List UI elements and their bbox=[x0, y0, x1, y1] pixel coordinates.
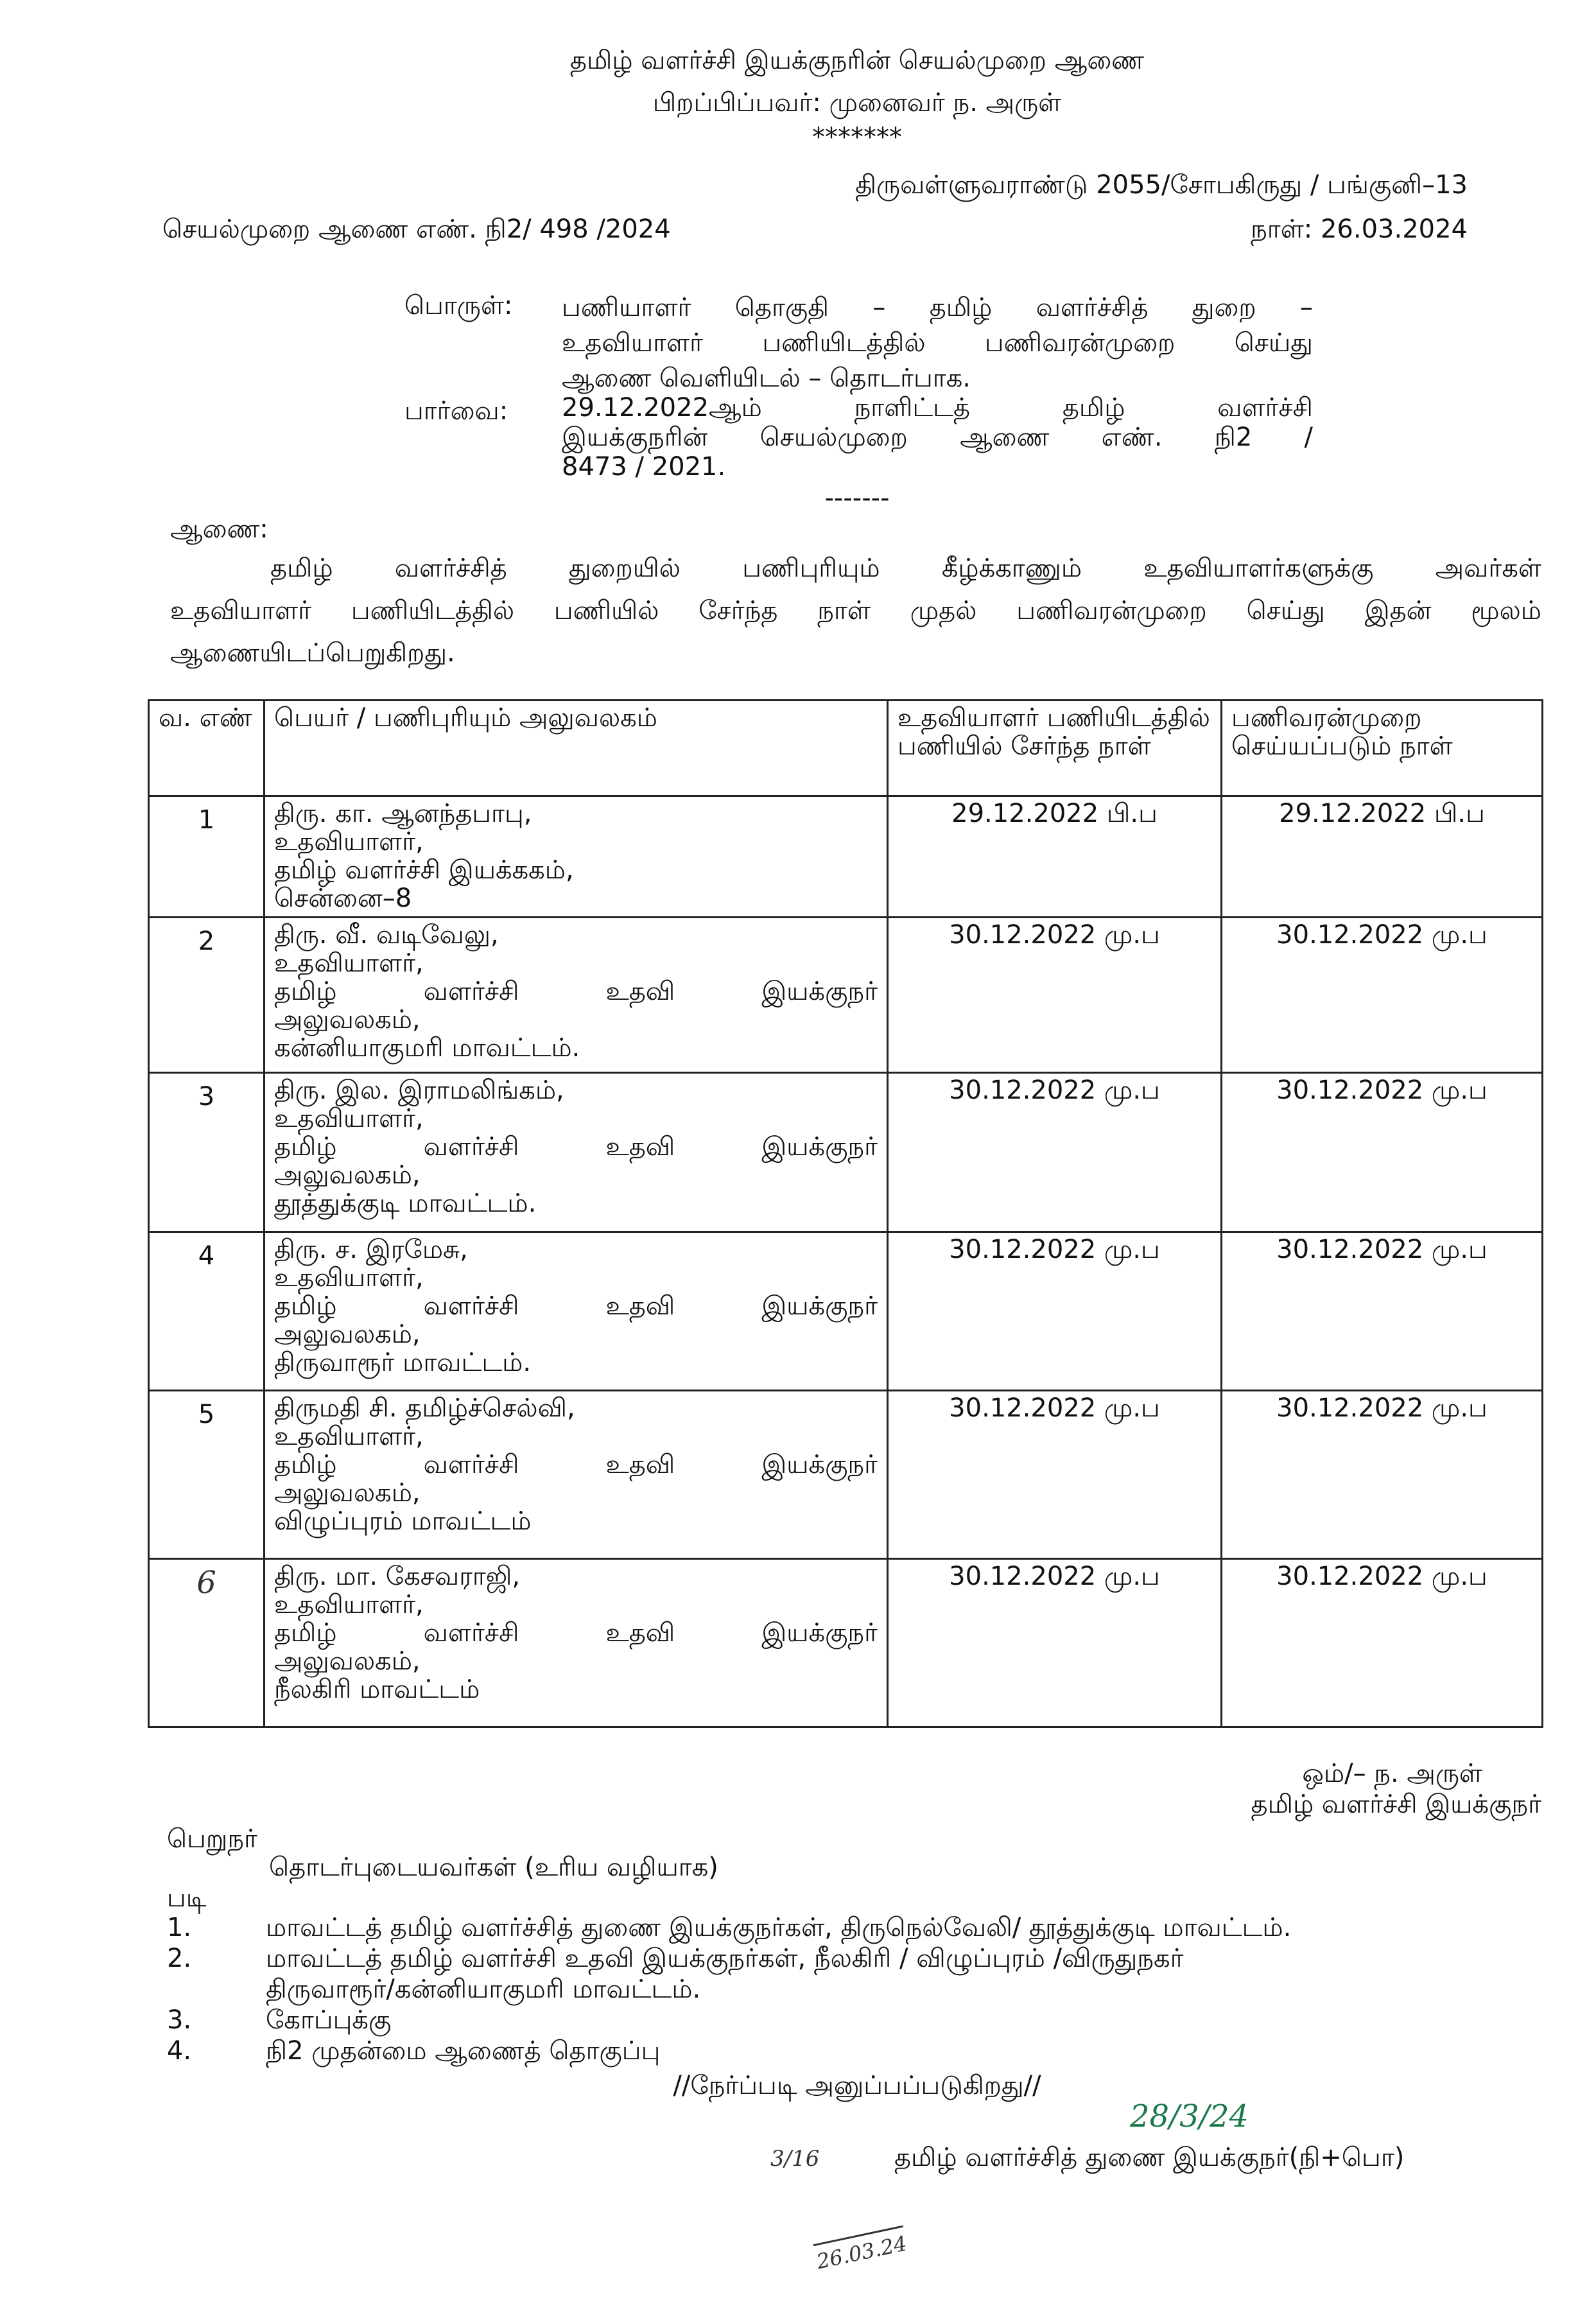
order-date: நாள்: 26.03.2024 bbox=[1251, 214, 1468, 244]
joined-date: 30.12.2022 மு.ப bbox=[888, 918, 1222, 1073]
header-serial: வ. எண் bbox=[149, 701, 265, 796]
copy-item: நி2 முதன்மை ஆணைத் தொகுப்பு bbox=[266, 2036, 661, 2066]
joined-date: 30.12.2022 மு.ப bbox=[888, 1391, 1222, 1559]
employee-post: உதவியாளர், bbox=[274, 827, 424, 857]
signatory-designation: தமிழ் வளர்ச்சி இயக்குநர் bbox=[1251, 1790, 1541, 1819]
joined-date: 30.12.2022 மு.ப bbox=[888, 1559, 1222, 1727]
office-line: திருவாரூர் மாவட்டம். bbox=[274, 1348, 532, 1377]
tamil-year: திருவள்ளுவராண்டு 2055/சோபகிருது / பங்குனி–13 bbox=[855, 170, 1468, 200]
office-line: தமிழ் வளர்ச்சி இயக்ககம், bbox=[274, 855, 574, 885]
order-heading: ஆணை: bbox=[170, 514, 268, 544]
reference-line: 8473 / 2021. bbox=[562, 452, 726, 482]
copy-label: படி bbox=[167, 1883, 207, 1913]
handwritten-date: 26.03.24 bbox=[813, 2226, 909, 2274]
forwarded-note: //நேர்ப்படி அனுப்பப்படுகிறது// bbox=[673, 2071, 1041, 2100]
table-header-row bbox=[149, 701, 1543, 796]
office-line: நீலகிரி மாவட்டம் bbox=[274, 1675, 480, 1704]
employee-name: திருமதி சி. தமிழ்ச்செல்வி, bbox=[274, 1393, 575, 1423]
office-line: தமிழ் வளர்ச்சி உதவி இயக்குநர் bbox=[274, 1618, 878, 1648]
employee-post: உதவியாளர், bbox=[274, 1422, 424, 1451]
serial-number: 4 bbox=[149, 1232, 265, 1391]
serial-number: 5 bbox=[149, 1391, 265, 1559]
regularised-date: 30.12.2022 மு.ப bbox=[1222, 1391, 1543, 1559]
table-row bbox=[149, 796, 1543, 918]
copy-item: மாவட்டத் தமிழ் வளர்ச்சித் துணை இயக்குநர்கள், திருநெல்வேலி/ தூத்துக்குடி மாவட்டம். bbox=[266, 1913, 1292, 1942]
name-office-cell bbox=[265, 918, 888, 1073]
table-row bbox=[149, 918, 1543, 1073]
order-line: ஆணையிடப்பெறுகிறது. bbox=[170, 638, 455, 668]
office-line: தமிழ் வளர்ச்சி உதவி இயக்குநர் bbox=[274, 1132, 878, 1162]
employee-name: திரு. ச. இரமேசு, bbox=[274, 1235, 468, 1264]
employee-name: திரு. இல. இராமலிங்கம், bbox=[274, 1076, 564, 1105]
order-paragraph bbox=[170, 547, 1541, 674]
employee-post: உதவியாளர், bbox=[274, 948, 424, 978]
green-handwritten-signature: 28/3/24 bbox=[1130, 2098, 1249, 2134]
reference-line: இயக்குநரின் செயல்முறை ஆணை எண். நி2 / bbox=[562, 423, 1313, 452]
order-line: உதவியாளர் பணியிடத்தில் பணியில் சேர்ந்த நாள் முதல் பணிவரன்முறை செய்து இதன் மூலம் bbox=[170, 596, 1541, 625]
office-line: தமிழ் வளர்ச்சி உதவி இயக்குநர் bbox=[274, 1450, 878, 1479]
employee-name: திரு. மா. கேசவராஜி, bbox=[274, 1562, 521, 1591]
copy-item: மாவட்டத் தமிழ் வளர்ச்சி உதவி இயக்குநர்கள், நீலகிரி / விழுப்புரம் /விருதுநகர் bbox=[266, 1944, 1184, 1973]
employee-post: உதவியாளர், bbox=[274, 1263, 424, 1293]
office-line: தமிழ் வளர்ச்சி உதவி இயக்குநர் bbox=[274, 1291, 878, 1321]
table-row bbox=[149, 1391, 1543, 1559]
handwritten-initials: 3/16 bbox=[770, 2146, 820, 2172]
name-office-cell bbox=[265, 1232, 888, 1391]
joined-date: 30.12.2022 மு.ப bbox=[888, 1232, 1222, 1391]
name-office-cell bbox=[265, 1559, 888, 1727]
office-line: சென்னை–8 bbox=[274, 884, 412, 913]
subject-line: உதவியாளர் பணியிடத்தில் பணிவரன்முறை செய்து bbox=[562, 328, 1313, 358]
table-row bbox=[149, 1232, 1543, 1391]
copy-item-number: 4. bbox=[167, 2036, 192, 2066]
subject-line: பணியாளர் தொகுதி – தமிழ் வளர்ச்சித் துறை – bbox=[562, 293, 1313, 322]
header-name-office: பெயர் / பணிபுரியும் அலுவலகம் bbox=[265, 701, 888, 796]
office-line: அலுவலகம், bbox=[274, 1320, 421, 1349]
regularisation-table bbox=[148, 699, 1543, 1728]
office-line: தமிழ் வளர்ச்சி உதவி இயக்குநர் bbox=[274, 977, 878, 1006]
serial-number: 1 bbox=[149, 796, 265, 918]
header-joined-date: உதவியாளர் பணியிடத்தில் பணியில் சேர்ந்த நாள் bbox=[888, 701, 1222, 796]
regularised-date: 30.12.2022 மு.ப bbox=[1222, 1073, 1543, 1232]
subject-label: பொருள்: bbox=[404, 291, 513, 320]
office-line: அலுவலகம், bbox=[274, 1160, 421, 1190]
copy-item-number: 3. bbox=[167, 2005, 192, 2035]
office-line: விழுப்புரம் மாவட்டம் bbox=[274, 1506, 532, 1536]
serial-number: 3 bbox=[149, 1073, 265, 1232]
regularised-date: 30.12.2022 மு.ப bbox=[1222, 1559, 1543, 1727]
subject-line: ஆணை வெளியிடல் – தொடர்பாக. bbox=[562, 363, 971, 393]
employee-name: திரு. வீ. வடிவேலு, bbox=[274, 920, 499, 950]
name-office-cell bbox=[265, 1073, 888, 1232]
stars-separator: ******* bbox=[812, 123, 902, 152]
office-line: அலுவலகம், bbox=[274, 1646, 421, 1676]
name-office-cell bbox=[265, 1391, 888, 1559]
employee-post: உதவியாளர், bbox=[274, 1104, 424, 1133]
copy-item: கோப்புக்கு bbox=[266, 2005, 392, 2035]
joined-date: 29.12.2022 பி.ப bbox=[888, 796, 1222, 918]
copy-item-number: 2. bbox=[167, 1944, 192, 1973]
regularised-date: 29.12.2022 பி.ப bbox=[1222, 796, 1543, 918]
office-line: கன்னியாகுமரி மாவட்டம். bbox=[274, 1033, 580, 1063]
name-office-cell bbox=[265, 796, 888, 918]
office-line: அலுவலகம், bbox=[274, 1478, 421, 1508]
employee-name: திரு. கா. ஆனந்தபாபு, bbox=[274, 799, 532, 828]
employee-post: உதவியாளர், bbox=[274, 1590, 424, 1619]
separator-dashes: ------- bbox=[824, 484, 890, 513]
regularised-date: 30.12.2022 மு.ப bbox=[1222, 1232, 1543, 1391]
recipients-value: தொடர்புடையவர்கள் (உரிய வழியாக) bbox=[269, 1852, 718, 1882]
reference-line: 29.12.2022ஆம் நாளிட்டத் தமிழ் வளர்ச்சி bbox=[562, 393, 1313, 423]
document-title: தமிழ் வளர்ச்சி இயக்குநரின் செயல்முறை ஆணை bbox=[569, 46, 1145, 75]
order-number: செயல்முறை ஆணை எண். நி2/ 498 /2024 bbox=[162, 214, 671, 244]
copy-item-number: 1. bbox=[167, 1913, 192, 1942]
signed-by: ஒம்/– ந. அருள் bbox=[1302, 1759, 1482, 1788]
subject-text bbox=[562, 290, 1313, 396]
reference-text bbox=[562, 393, 1313, 482]
serial-number: 2 bbox=[149, 918, 265, 1073]
office-line: அலுவலகம், bbox=[274, 1005, 421, 1034]
regularised-date: 30.12.2022 மு.ப bbox=[1222, 918, 1543, 1073]
issuer: பிறப்பிப்பவர்: முனைவர் ந. அருள் bbox=[652, 88, 1062, 118]
table-row bbox=[149, 1073, 1543, 1232]
reference-label: பார்வை: bbox=[404, 396, 508, 426]
recipients-label: பெறுநர் bbox=[167, 1824, 257, 1854]
copy-item: திருவாரூர்/கன்னியாகுமரி மாவட்டம். bbox=[266, 1974, 701, 2004]
serial-number-handwritten: 6 bbox=[149, 1559, 265, 1727]
order-line: தமிழ் வளர்ச்சித் துறையில் பணிபுரியும் கீழ்க்காணும் உதவியாளர்களுக்கு அவர்கள் bbox=[270, 553, 1541, 583]
table-row bbox=[149, 1559, 1543, 1727]
office-line: தூத்துக்குடி மாவட்டம். bbox=[274, 1189, 537, 1218]
header-regularised-date: பணிவரன்முறை செய்யப்படும் நாள் bbox=[1222, 701, 1543, 796]
joined-date: 30.12.2022 மு.ப bbox=[888, 1073, 1222, 1232]
attestation-designation: தமிழ் வளர்ச்சித் துணை இயக்குநர்(நி+பொ) bbox=[894, 2143, 1405, 2172]
